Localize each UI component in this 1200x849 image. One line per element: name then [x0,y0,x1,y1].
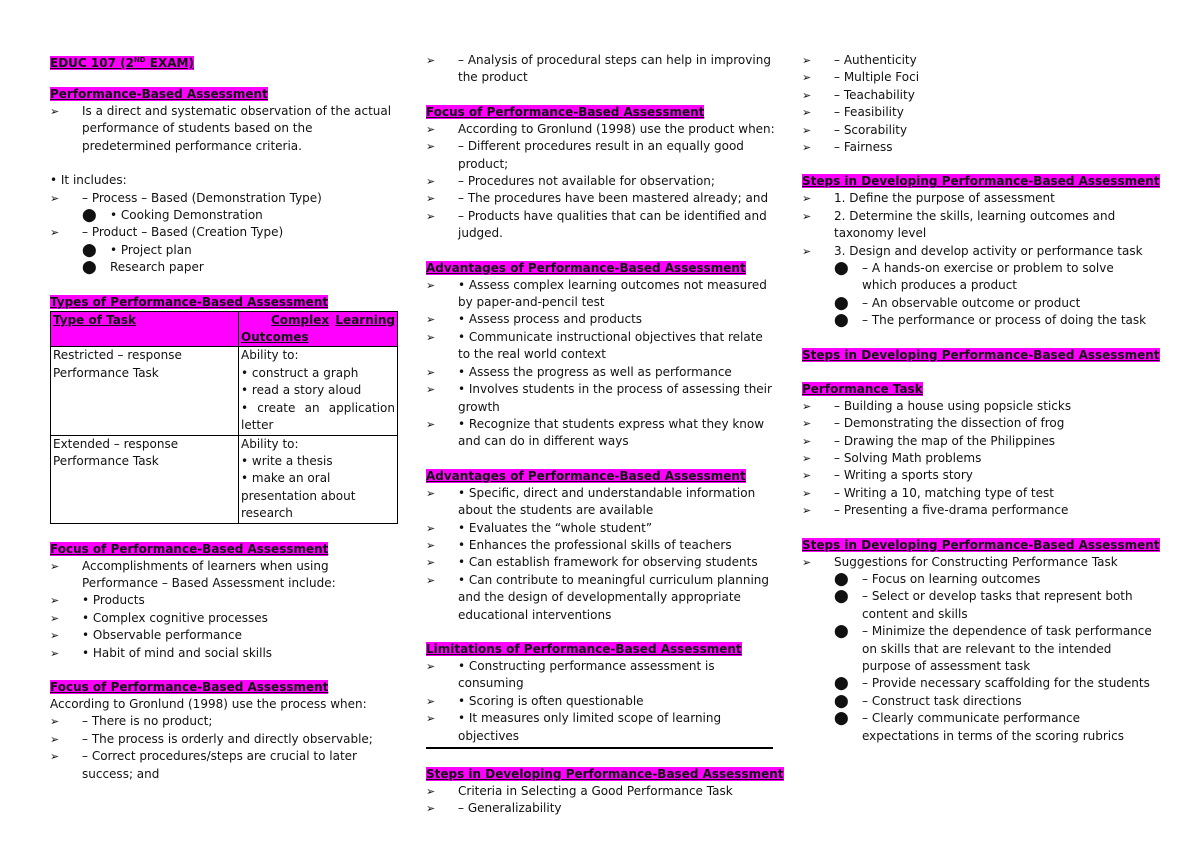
section-heading: Performance Task [802,381,923,396]
table-row [51,347,398,435]
arrow-bullet-icon: ➢ [802,486,812,500]
sub-list-item: ⬤ – Select or develop tasks that represent both content and skills [802,588,1152,623]
list-item: ➢ • It measures only limited scope of learning objectives [426,710,776,745]
list-item: ➢ – Multiple Foci [802,69,1152,86]
arrow-bullet-icon: ➢ [426,785,436,798]
table-cell: Ability to: • construct a graph • read a story aloud • create an application letter [239,347,398,435]
circle-bullet-icon: ⬤ [834,624,849,640]
list-item: ➢ – Presenting a five-drama performance [802,502,1152,519]
arrow-bullet-icon: ➢ [426,573,436,587]
list-item: ➢ • Can establish framework for observing students [426,554,776,571]
arrow-bullet-icon: ➢ [50,750,60,764]
arrow-bullet-icon: ➢ [50,226,60,240]
section-heading: Advantages of Performance-Based Assessment [426,468,746,483]
list-item: ➢ – There is no product; [50,713,398,730]
arrow-bullet-icon: ➢ [802,555,812,569]
section-heading: Limitations of Performance-Based Assessment [426,641,742,656]
arrow-bullet-icon: ➢ [426,175,436,189]
arrow-bullet-icon: ➢ [426,330,436,344]
arrow-bullet-icon: ➢ [50,629,60,643]
circle-bullet-icon: ⬤ [82,260,97,276]
arrow-bullet-icon: ➢ [426,659,436,673]
arrow-bullet-icon: ➢ [802,434,812,448]
list-item: ➢ • Involves students in the process of assessing their growth [426,381,776,416]
arrow-bullet-icon: ➢ [426,486,436,500]
section-heading: Focus of Performance-Based Assessment [50,541,329,556]
section-heading: Performance-Based Assessment [50,87,268,101]
arrow-bullet-icon: ➢ [50,594,60,608]
table-cell: Restricted – response Performance Task [51,347,239,435]
table-cell: Ability to: • write a thesis • make an oral presentation about research [239,435,398,523]
list-item: ➢ • Assess the progress as well as performance [426,364,776,381]
arrow-bullet-icon: ➢ [426,54,436,67]
list-item: ➢ • Specific, direct and understandable information about the students are available [426,485,776,520]
list-item: ➢ Criteria in Selecting a Good Performance Task [426,783,776,800]
arrow-bullet-icon: ➢ [802,123,812,137]
list-item: ➢ According to Gronlund (1998) use the product when: [426,121,776,138]
arrow-bullet-icon: ➢ [426,365,436,379]
sub-list-item: ⬤ – An observable outcome or product [834,295,1081,311]
sub-list-item: ⬤ – The performance or process of doing the task [834,313,1147,329]
list-item: ➢ • Enhances the professional skills of teachers [426,537,776,554]
list-item: ➢ – Product – Based (Creation Type) [50,224,398,241]
list-item: ➢ – Demonstrating the dissection of frog [802,415,1152,432]
table-cell: Extended – response Performance Task [51,435,239,523]
list-item: ➢ – Correct procedures/steps are crucial to later success; and [50,748,398,783]
list-item: ➢ – Process – Based (Demonstration Type) [50,190,398,207]
section-heading: Steps in Developing Performance-Based Assessment [802,174,1160,189]
list-item: ➢ Suggestions for Constructing Performance Task [802,554,1152,571]
arrow-bullet-icon: ➢ [426,712,436,726]
arrow-bullet-icon: ➢ [802,209,812,223]
list-item: ➢ • Constructing performance assessment is consuming [426,658,776,693]
paragraph: According to Gronlund (1998) use the process when: [50,696,367,711]
section-heading: Focus of Performance-Based Assessment [426,104,705,119]
column-2 [426,52,784,818]
list-item: ➢ • Can contribute to meaningful curriculum planning and the design of developmentally appropriate educational interventions [426,572,776,624]
circle-bullet-icon: ⬤ [82,242,97,258]
arrow-bullet-icon: ➢ [426,192,436,206]
circle-bullet-icon: ⬤ [834,261,849,277]
section-heading: Types of Performance-Based Assessment [50,294,329,309]
circle-bullet-icon: ⬤ [834,693,849,709]
list-item: ➢ – Feasibility [802,104,1152,121]
arrow-bullet-icon: ➢ [802,71,812,85]
list-item: ➢ – Solving Math problems [802,450,1152,467]
list-item: ➢ – Drawing the map of the Philippines [802,433,1152,450]
table-header-cell: Type of Task [51,311,239,347]
list-item: ➢ – The process is orderly and directly observable; [50,731,398,748]
includes-label: • It includes: [50,173,127,188]
sub-list-item: ⬤ Research paper [82,260,204,276]
arrow-bullet-icon: ➢ [426,556,436,570]
list-item: ➢ • Complex cognitive processes [50,610,398,627]
arrow-bullet-icon: ➢ [802,504,812,518]
circle-bullet-icon: ⬤ [834,313,849,329]
list-item: ➢ – Analysis of procedural steps can help in improving the product [426,52,776,87]
column-3 [802,52,1160,745]
list-item: ➢ – The procedures have been mastered already; and [426,190,776,207]
arrow-bullet-icon: ➢ [50,646,60,660]
section-heading: Steps in Developing Performance-Based Assessment [802,347,1160,362]
arrow-bullet-icon: ➢ [50,715,60,729]
circle-bullet-icon: ⬤ [834,295,849,311]
arrow-bullet-icon: ➢ [426,209,436,223]
column-1 [50,52,398,783]
circle-bullet-icon: ⬤ [834,589,849,605]
circle-bullet-icon: ⬤ [834,571,849,587]
circle-bullet-icon: ⬤ [834,711,849,727]
arrow-bullet-icon: ➢ [802,399,812,413]
sub-list-item: ⬤ • Cooking Demonstration [82,208,263,224]
list-item: ➢ • Recognize that students express what they know and can do in different ways [426,416,776,451]
list-item: ➢ – Procedures not available for observation; [426,173,776,190]
arrow-bullet-icon: ➢ [802,88,812,102]
table-row [51,435,398,523]
arrow-bullet-icon: ➢ [50,105,60,118]
list-item: ➢ – Scorability [802,122,1152,139]
arrow-bullet-icon: ➢ [426,278,436,292]
arrow-bullet-icon: ➢ [426,140,436,154]
sub-list-item: ⬤ – Construct task directions [834,693,1022,709]
document-title: EDUC 107 (2ND EXAM) [50,56,194,70]
list-item: ➢ – Building a house using popsicle sticks [802,398,1152,415]
arrow-bullet-icon: ➢ [802,244,812,258]
list-item: ➢ • Communicate instructional objectives that relate to the real world context [426,329,776,364]
arrow-bullet-icon: ➢ [802,451,812,465]
list-item: ➢ Accomplishments of learners when using Performance – Based Assessment include: [50,558,398,593]
list-item: ➢ • Products [50,592,398,609]
list-item: ➢ • Observable performance [50,627,398,644]
list-item: ➢ 2. Determine the skills, learning outcomes and taxonomy level [802,208,1152,243]
table-header-row [51,311,398,347]
sub-list-item: ⬤ – Minimize the dependence of task performance on skills that are relevant to the intended purpose of assessment task [802,623,1152,675]
arrow-bullet-icon: ➢ [426,313,436,327]
section-heading: Steps in Developing Performance-Based Assessment [426,767,784,781]
list-item: ➢ • Habit of mind and social skills [50,645,398,662]
list-item: ➢ 3. Design and develop activity or performance task [802,243,1152,260]
arrow-bullet-icon: ➢ [426,538,436,552]
arrow-bullet-icon: ➢ [50,611,60,625]
arrow-bullet-icon: ➢ [50,732,60,746]
arrow-bullet-icon: ➢ [802,106,812,120]
arrow-bullet-icon: ➢ [50,191,60,205]
list-item: ➢ • Assess process and products [426,311,776,328]
arrow-bullet-icon: ➢ [426,417,436,431]
arrow-bullet-icon: ➢ [426,521,436,535]
arrow-bullet-icon: ➢ [802,417,812,431]
sub-list-item: ⬤ • Project plan [82,242,192,258]
list-item: ➢ Is a direct and systematic observation of the actual performance of students based on the predetermined performance criteria. [50,103,398,155]
list-item: ➢ • Scoring is often questionable [426,693,776,710]
section-heading: Advantages of Performance-Based Assessment [426,260,746,275]
list-item: ➢ – Fairness [802,139,1152,156]
arrow-bullet-icon: ➢ [802,192,812,206]
arrow-bullet-icon: ➢ [802,54,812,67]
table-header-cell: Complex Learning Outcomes [239,311,398,347]
arrow-bullet-icon: ➢ [426,383,436,397]
list-item: ➢ – Generalizability [426,800,776,817]
list-item: ➢ 1. Define the purpose of assessment [802,190,1152,207]
circle-bullet-icon: ⬤ [82,208,97,224]
sub-list-item: ⬤ – Provide necessary scaffolding for the students [834,676,1150,692]
list-item: ➢ – Writing a 10, matching type of test [802,485,1152,502]
arrow-bullet-icon: ➢ [802,141,812,155]
list-item: ➢ – Authenticity [802,52,1152,69]
arrow-bullet-icon: ➢ [50,559,60,573]
section-heading: Steps in Developing Performance-Based Assessment [802,537,1160,552]
arrow-bullet-icon: ➢ [802,469,812,483]
sub-list-item: ⬤ – A hands-on exercise or problem to solve which produces a product [802,260,1152,295]
list-item: ➢ • Assess complex learning outcomes not measured by paper-and-pencil test [426,277,776,312]
sub-list-item: ⬤ – Focus on learning outcomes [834,571,1041,587]
list-item: ➢ – Different procedures result in an equally good product; [426,138,776,173]
list-item: ➢ – Teachability [802,87,1152,104]
arrow-bullet-icon: ➢ [426,122,436,136]
list-item: ➢ • Evaluates the “whole student” [426,520,776,537]
arrow-bullet-icon: ➢ [426,694,436,708]
circle-bullet-icon: ⬤ [834,676,849,692]
sub-list-item: ⬤ – Clearly communicate performance expectations in terms of the scoring rubrics [802,710,1152,745]
arrow-bullet-icon: ➢ [426,802,436,816]
list-item: ➢ – Products have qualities that can be identified and judged. [426,208,776,243]
list-item: ➢ – Writing a sports story [802,467,1152,484]
section-heading: Focus of Performance-Based Assessment [50,679,329,694]
types-table [50,311,398,524]
